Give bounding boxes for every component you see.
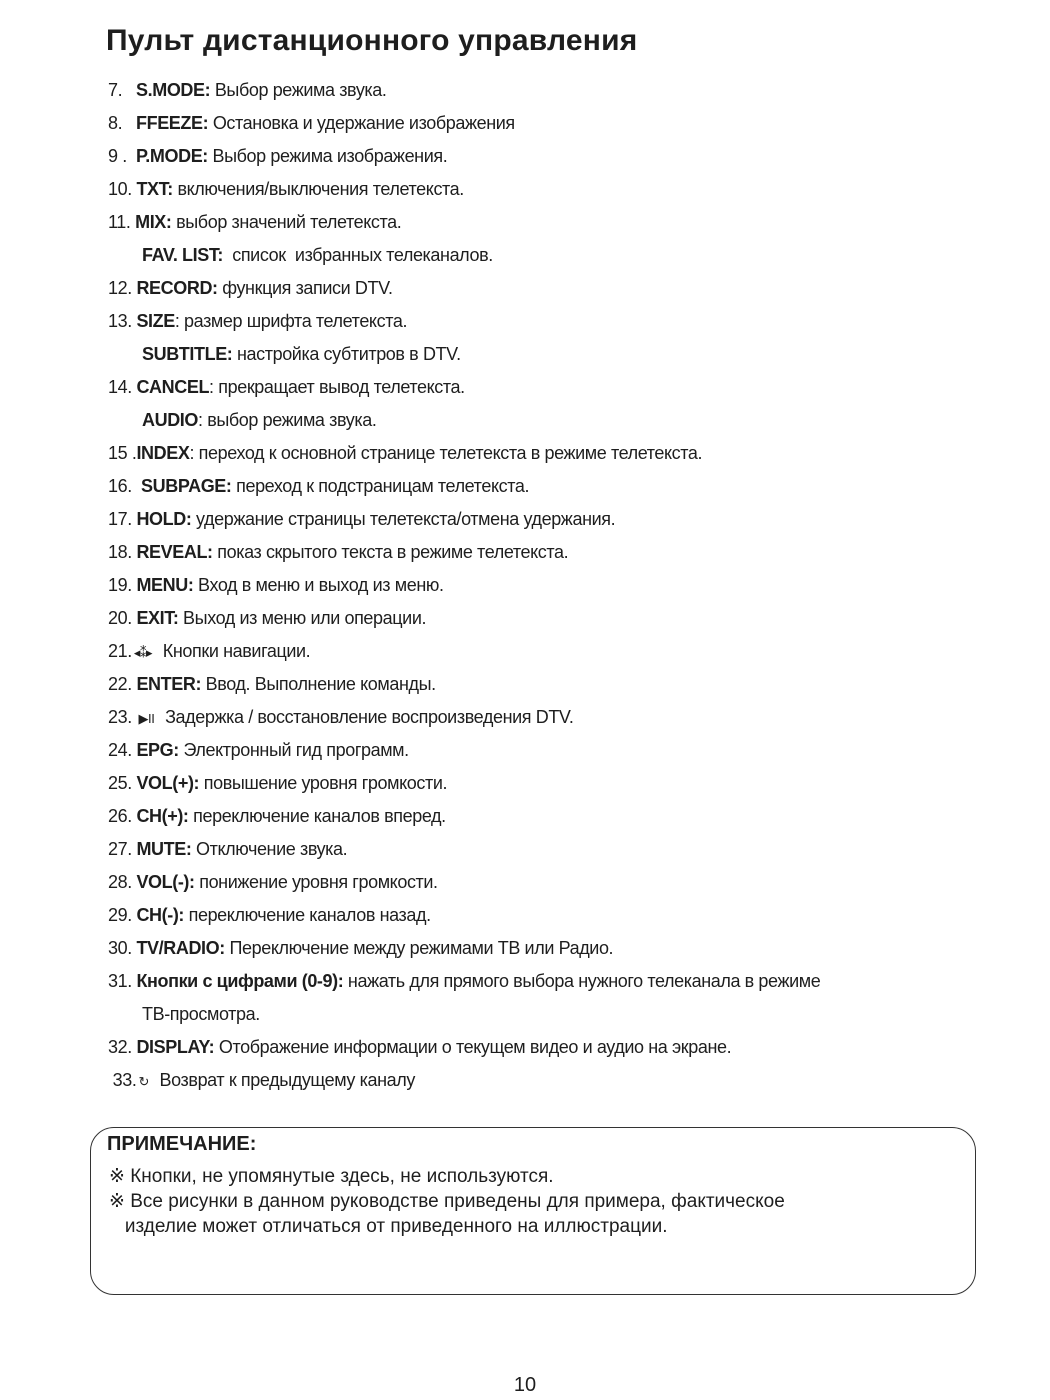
- button-description: удержание страницы телетекста/отмена удержания.: [191, 509, 616, 529]
- item-number: 10.: [108, 179, 137, 199]
- item-number: 28.: [108, 872, 137, 892]
- item-number: 29.: [108, 905, 137, 925]
- list-item: [108, 272, 1008, 305]
- list-item: [108, 602, 1008, 635]
- remote-button-list: [108, 74, 1008, 1097]
- list-item: [108, 206, 1008, 239]
- button-name: AUDIO: [142, 410, 198, 430]
- item-number: 27.: [108, 839, 137, 859]
- button-name: FAV. LIST:: [142, 245, 224, 265]
- button-description: Отключение звука.: [191, 839, 348, 859]
- item-number: 18.: [108, 542, 137, 562]
- list-item: [108, 734, 1008, 767]
- list-item: [108, 371, 1008, 404]
- list-item: [108, 404, 1008, 437]
- button-description: : выбор режима звука.: [198, 410, 377, 430]
- list-item: [108, 998, 1008, 1031]
- button-name: EXIT:: [136, 608, 179, 628]
- button-description: Ввод. Выполнение команды.: [201, 674, 436, 694]
- button-description: функция записи DTV.: [217, 278, 393, 298]
- button-description: Вход в меню и выход из меню.: [193, 575, 444, 595]
- button-description: переключение каналов вперед.: [188, 806, 446, 826]
- item-number: 30.: [108, 938, 137, 958]
- button-name: TV/RADIO:: [136, 938, 225, 958]
- button-description: Отображение информации о текущем видео и аудио на экране.: [214, 1037, 732, 1057]
- button-name: ENTER:: [136, 674, 202, 694]
- button-name: REVEAL:: [136, 542, 213, 562]
- item-number: 13.: [108, 311, 137, 331]
- button-description: понижение уровня громкости.: [194, 872, 438, 892]
- item-number: 12.: [108, 278, 137, 298]
- list-item: [108, 437, 1008, 470]
- button-description: ТВ-просмотра.: [142, 1004, 260, 1024]
- list-item: [108, 800, 1008, 833]
- list-item: [108, 767, 1008, 800]
- item-number: 17.: [108, 509, 137, 529]
- note-line: изделие может отличаться от приведенного на иллюстрации.: [109, 1216, 668, 1237]
- item-number: 11.: [108, 212, 136, 232]
- list-item: [108, 503, 1008, 536]
- button-name: MENU:: [136, 575, 194, 595]
- button-name: INDEX: [136, 443, 190, 463]
- list-item: [108, 965, 1008, 998]
- list-item: [108, 1064, 1008, 1097]
- list-item: [108, 866, 1008, 899]
- button-name: EPG:: [136, 740, 179, 760]
- list-item: [108, 305, 1008, 338]
- item-number: 19.: [108, 575, 137, 595]
- button-description: : переход к основной странице телетекста в режиме телетекста.: [189, 443, 703, 463]
- item-number: 33.: [108, 1070, 137, 1090]
- list-item: [108, 899, 1008, 932]
- button-name: MIX:: [135, 212, 172, 232]
- button-description: Возврат к предыдущему каналу: [154, 1070, 415, 1090]
- button-name: SIZE: [136, 311, 175, 331]
- button-name: RECORD:: [136, 278, 218, 298]
- button-name: DISPLAY:: [136, 1037, 215, 1057]
- list-item: [108, 239, 1008, 272]
- button-description: Кнопки навигации.: [158, 641, 311, 661]
- list-item: [108, 107, 1008, 140]
- button-name: Кнопки с цифрами (0-9):: [136, 971, 344, 991]
- button-description: показ скрытого текста в режиме телетекста.: [212, 542, 569, 562]
- button-description: список избранных телеканалов.: [223, 245, 493, 265]
- item-number: 15 .: [108, 443, 137, 463]
- button-description: Переключение между режимами ТВ или Радио.: [224, 938, 614, 958]
- page-title: Пульт дистанционного управления: [106, 24, 638, 57]
- note-line: ※ Все рисунки в данном руководстве приведены для примера, фактическое: [109, 1191, 785, 1212]
- button-description: нажать для прямого выбора нужного телеканала в режиме: [343, 971, 821, 991]
- button-name: P.MODE:: [136, 146, 208, 166]
- button-name: SUBTITLE:: [142, 344, 233, 364]
- item-number: 23.: [108, 707, 137, 727]
- button-name: S.MODE:: [136, 80, 211, 100]
- button-description: Остановка и удержание изображения: [208, 113, 515, 133]
- list-item: [108, 74, 1008, 107]
- list-item: [108, 1031, 1008, 1064]
- button-description: переключение каналов назад.: [184, 905, 431, 925]
- item-number: 31.: [108, 971, 137, 991]
- item-number: 32.: [108, 1037, 137, 1057]
- button-name: CANCEL: [136, 377, 210, 397]
- item-number: 24.: [108, 740, 137, 760]
- button-description: Электронный гид программ.: [178, 740, 409, 760]
- button-description: : прекращает вывод телетекста.: [209, 377, 465, 397]
- button-description: настройка субтитров в DTV.: [232, 344, 461, 364]
- button-description: Выход из меню или операции.: [178, 608, 427, 628]
- play-pause-icon: ▶II: [138, 710, 155, 726]
- item-number: 21.: [108, 641, 132, 661]
- button-name: VOL(+):: [136, 773, 200, 793]
- list-item: [108, 173, 1008, 206]
- button-description: повышение уровня громкости.: [199, 773, 448, 793]
- item-number: 8.: [108, 113, 137, 133]
- button-name: TXT:: [136, 179, 173, 199]
- list-item: [108, 338, 1008, 371]
- item-number: 16.: [108, 476, 142, 496]
- return-icon: ↻: [138, 1073, 149, 1089]
- item-number: 26.: [108, 806, 137, 826]
- button-name: VOL(-):: [136, 872, 195, 892]
- button-description: Выбор режима звука.: [210, 80, 387, 100]
- button-name: CH(-):: [136, 905, 185, 925]
- note-box: [90, 1127, 976, 1295]
- item-number: 20.: [108, 608, 137, 628]
- button-description: включения/выключения телетекста.: [172, 179, 464, 199]
- list-item: [108, 569, 1008, 602]
- button-name: CH(+):: [136, 806, 189, 826]
- button-name: FFEEZE:: [136, 113, 209, 133]
- item-number: 25.: [108, 773, 137, 793]
- list-item: [108, 701, 1008, 734]
- list-item: [108, 833, 1008, 866]
- button-name: SUBPAGE:: [141, 476, 232, 496]
- list-item: [108, 536, 1008, 569]
- list-item: [108, 635, 1008, 668]
- note-line: ※ Кнопки, не упомянутые здесь, не используются.: [109, 1166, 554, 1187]
- note-title: ПРИМЕЧАНИЕ:: [107, 1133, 257, 1155]
- navigation-arrows-icon: ◂⁑▸: [133, 644, 153, 660]
- item-number: 7.: [108, 80, 137, 100]
- list-item: [108, 470, 1008, 503]
- button-name: MUTE:: [136, 839, 192, 859]
- list-item: [108, 668, 1008, 701]
- button-description: выбор значений телетекста.: [171, 212, 402, 232]
- list-item: [108, 140, 1008, 173]
- item-number: 14.: [108, 377, 137, 397]
- page-number: 10: [513, 1374, 537, 1396]
- button-description: Задержка / восстановление воспроизведения DTV.: [160, 707, 574, 727]
- button-name: HOLD:: [136, 509, 192, 529]
- item-number: 22.: [108, 674, 137, 694]
- button-description: Выбор режима изображения.: [207, 146, 448, 166]
- button-description: : размер шрифта телетекста.: [174, 311, 408, 331]
- list-item: [108, 932, 1008, 965]
- item-number: 9 .: [108, 146, 137, 166]
- button-description: переход к подстраницам телетекста.: [231, 476, 530, 496]
